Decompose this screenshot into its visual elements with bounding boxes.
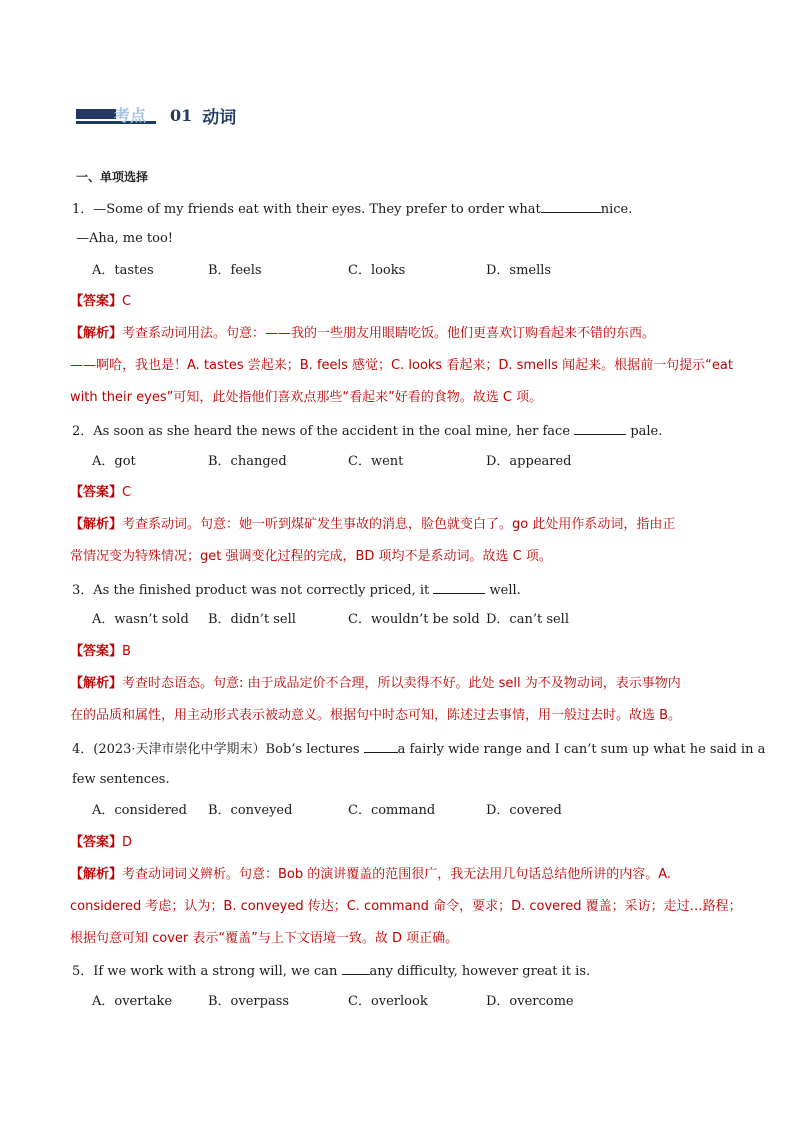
answer-blank <box>342 960 370 975</box>
question-2-explanation-line-1 <box>70 515 724 535</box>
question-2-stem <box>72 420 662 440</box>
question-1-explanation-line-1 <box>70 324 724 344</box>
question-1-text-end: nice. <box>600 202 633 217</box>
answer-blank <box>541 198 601 213</box>
question-4-text: 4．(2023·天津市崇化中学期末）Bob’s lectures <box>72 742 360 757</box>
answer-label: 【答案】 <box>70 485 123 500</box>
option-c: C．overlook <box>348 994 428 1009</box>
question-3-explanation-line-2: 在的品质和属性，用主动形式表示被动意义。根据句中时态可知，陈述过去事情，用一般过去时。故选 B。 <box>70 708 682 723</box>
option-a: A．tastes <box>92 263 154 278</box>
header-bar-decoration <box>76 109 116 119</box>
question-4-explanation-line-3: 根据句意可知 cover 表示“覆盖”与上下文语境一致。故 D 项正确。 <box>70 931 459 946</box>
topic-header <box>76 100 236 130</box>
question-3-text: 3．As the finished product was not correctly priced, it <box>72 583 430 598</box>
answer-value: C <box>122 485 132 500</box>
option-c: C．looks <box>348 263 406 278</box>
question-5-stem <box>72 960 590 980</box>
question-2-text: 2．As soon as she heard the news of the accident in the coal mine, her face <box>72 424 571 439</box>
question-4-text-end: a fairly wide range and I can’t sum up what he said in a <box>397 742 766 757</box>
explanation-text: 考查时态语态。句意: 由于成品定价不合理，所以卖得不好。此处 sell 为不及物动词，表示事物内 <box>122 676 681 691</box>
option-d: D．appeared <box>486 454 572 469</box>
topic-label-badge <box>76 100 156 130</box>
option-c: C．went <box>348 454 404 469</box>
topic-title: 动词 <box>202 107 237 128</box>
option-b: B．feels <box>208 263 262 278</box>
question-4-stem-cont: few sentences. <box>72 772 170 787</box>
question-1-text: 1．—Some of my friends eat with their eyes. They prefer to order what <box>72 202 541 217</box>
option-a: A．overtake <box>92 994 173 1009</box>
question-1-explanation-line-3: with their eyes”可知，此处指他们喜欢点那些“看起来”好看的食物。故选 C 项。 <box>70 390 543 405</box>
option-d: D．covered <box>486 803 562 818</box>
answer-value: C <box>122 294 132 309</box>
option-d: D．can’t sell <box>486 612 569 627</box>
option-a: A．wasn’t sold <box>92 612 189 627</box>
option-b: B．conveyed <box>208 803 293 818</box>
question-4-stem <box>72 738 765 758</box>
option-a: A．got <box>92 454 136 469</box>
section-title: 一、单项选择 <box>76 170 149 184</box>
question-2-answer <box>70 483 131 503</box>
question-2-explanation-line-2: 常情况变为特殊情况；get 强调变化过程的完成，BD 项均不是系动词。故选 C 项。 <box>70 549 552 564</box>
question-2-text-end: pale. <box>630 424 663 439</box>
question-1-stem <box>72 198 632 218</box>
question-5-text: 5．If we work with a strong will, we can <box>72 964 338 979</box>
question-1-explanation-line-2: ——啊哈，我也是！A. tastes 尝起来；B. feels 感觉；C. looks 看起来；D. smells 闻起来。根据前一句提示“eat <box>70 358 733 373</box>
explanation-label: 【解析】 <box>70 517 123 532</box>
question-4-answer <box>70 833 132 853</box>
question-4-explanation-line-2: considered 考虑；认为；B. conveyed 传达；C. command 命令，要求；D. covered 覆盖；采访；走过…路程； <box>70 899 742 914</box>
answer-blank <box>364 738 398 753</box>
answer-value: B <box>122 644 131 659</box>
option-b: B．changed <box>208 454 287 469</box>
explanation-text: 考查系动词用法。句意：——我的一些朋友用眼睛吃饭。他们更喜欢订购看起来不错的东西。 <box>122 326 656 341</box>
question-3-stem <box>72 579 521 599</box>
option-a: A．considered <box>92 803 187 818</box>
question-1-answer <box>70 292 131 312</box>
option-b: B．overpass <box>208 994 290 1009</box>
answer-label: 【答案】 <box>70 835 123 850</box>
explanation-text: 考查系动词。句意：她一听到煤矿发生事故的消息，脸色就变白了。go 此处用作系动词，指由正 <box>122 517 676 532</box>
answer-value: D <box>122 835 133 850</box>
explanation-label: 【解析】 <box>70 676 123 691</box>
question-3-explanation-line-1 <box>70 674 724 694</box>
question-4-explanation-line-1 <box>70 865 724 885</box>
question-3-text-end: well. <box>489 583 521 598</box>
topic-label: 考点 <box>114 106 147 125</box>
question-3-answer <box>70 642 131 662</box>
answer-label: 【答案】 <box>70 294 123 309</box>
answer-blank <box>433 579 485 594</box>
option-c: C．command <box>348 803 436 818</box>
answer-label: 【答案】 <box>70 644 123 659</box>
option-c: C．wouldn’t be sold <box>348 612 480 627</box>
explanation-label: 【解析】 <box>70 867 123 882</box>
option-d: D．smells <box>486 263 552 278</box>
explanation-label: 【解析】 <box>70 326 123 341</box>
option-d: D．overcome <box>486 994 574 1009</box>
answer-blank <box>574 420 626 435</box>
topic-number: 01 <box>170 105 193 125</box>
question-1-dialogue: —Aha, me too! <box>76 231 174 246</box>
option-b: B．didn’t sell <box>208 612 296 627</box>
explanation-text: 考查动词词义辨析。句意：Bob 的演讲覆盖的范围很广，我无法用几句话总结他所讲的内容。A. <box>122 867 672 882</box>
question-5-text-end: any difficulty, however great it is. <box>369 964 591 979</box>
